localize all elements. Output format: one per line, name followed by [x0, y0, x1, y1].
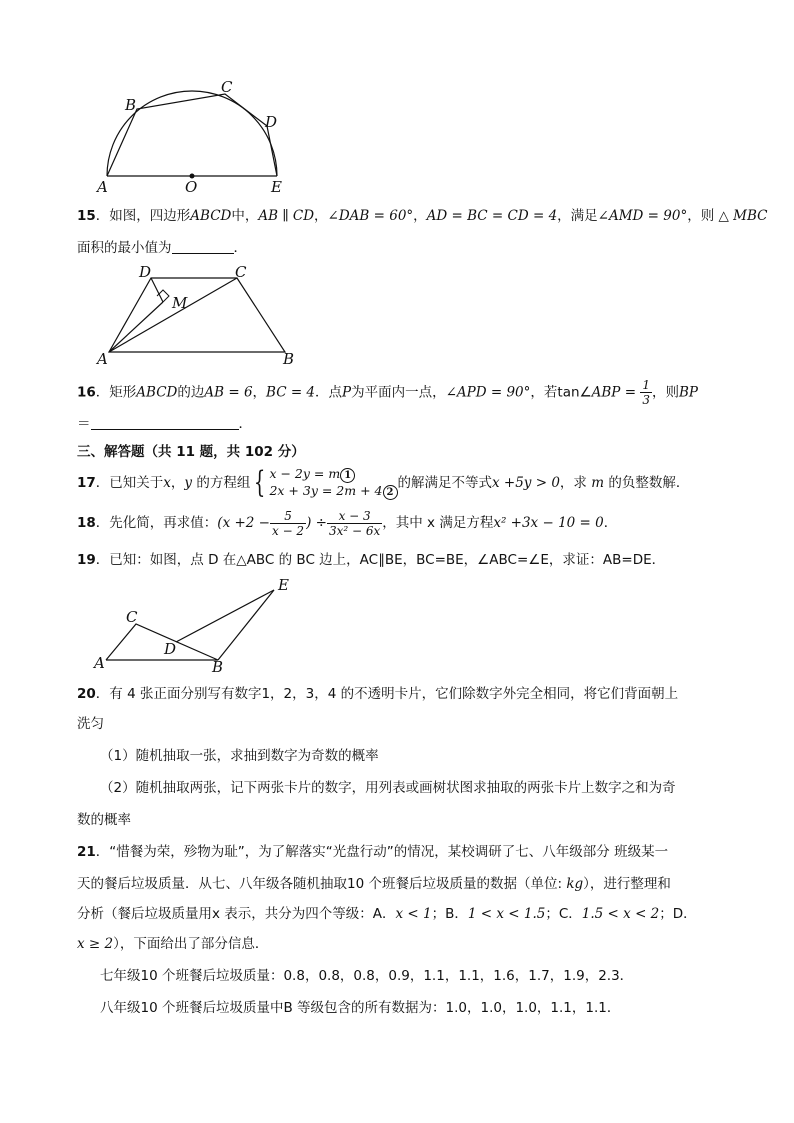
q18-number: 18 — [77, 515, 96, 531]
q18-line: 18．先化简，再求值：(x +2 − $\frac{5}{x - 2}$ ) ÷ $\frac{x - 3}{\text{3x² − 6x}}$ ，其中 x 满足方程x² +3x − 10 = 0． — [77, 508, 618, 538]
label-d: D — [164, 640, 177, 658]
label-m: M — [172, 294, 188, 312]
triangle-abc — [106, 624, 218, 660]
label-c: C — [235, 263, 247, 281]
label-o: O — [185, 178, 198, 196]
q17-line: 17．已知关于x，y 的方程组 { x − 2y = m 1 2x + 3y = 2m + 4 2 的解满足不等式x +5y > 0，求 m 的负整数解． — [77, 465, 690, 500]
q20-sub2a: （2）随机抽取两张，记下两张卡片的数字，用列表或画树状图求抽取的两张卡片上数字之和为奇 — [100, 780, 676, 796]
q20-sub1: （1）随机抽取一张，求抽到数字为奇数的概率 — [100, 748, 379, 764]
equation-system: x − 2y = m 1 2x + 3y = 2m + 4 2 — [269, 466, 397, 500]
label-d: D — [139, 263, 152, 281]
segment-am — [109, 302, 163, 352]
label-e: E — [271, 178, 282, 196]
q21-line1: 21．“惜餐为荣，殄物为耻”，为了解落实“光盘行动”的情况，某校调研了七、八年级部分 班级某一 — [77, 844, 669, 860]
label-a: A — [97, 178, 108, 196]
label-b: B — [283, 350, 295, 368]
label-a: A — [94, 654, 105, 672]
segment-dm — [151, 278, 163, 302]
q19-line: 19．已知：如图，点 D 在△ABC 的 BC 边上，AC∥BE，BC=BE，∠ABC=∠E，求证：AB=DE． — [77, 552, 666, 568]
q21-line6: 八年级10 个班餐后垃圾质量中B 等级包含的所有数据为：1.0，1.0，1.0，1.1，1.1． — [100, 1000, 621, 1016]
label-a: A — [97, 350, 108, 368]
q20-line1: 20．有 4 张正面分别写有数字1，2，3，4 的不透明卡片，它们除数字外完全相同，将它们背面朝上 — [77, 686, 679, 702]
q21-line3: 分析（餐后垃圾质量用x 表示，共分为四个等级：A．x < 1；B．1 < x < 1.5；C．1.5 < x < 2；D． — [77, 906, 697, 922]
triangle-figure — [92, 576, 292, 676]
label-d: D — [265, 113, 278, 131]
q15-line1: 15．如图，四边形ABCD中，AB ∥ CD，∠DAB = 60°，AD = BC = CD = 4，满足∠AMD = 90°，则 △ MBC — [77, 208, 768, 224]
segment-be — [218, 590, 274, 660]
q15-line2: 面积的最小值为 ． — [77, 240, 247, 256]
q21-line4: x ≥ 2），下面给出了部分信息． — [77, 936, 269, 952]
q20-line2: 洗匀 — [77, 716, 104, 732]
q16-line1: 16．矩形ABCD的边AB = 6，BC = 4．点P为平面内一点，∠APD = 90°，若tan∠ABP = $\frac{1}{3}$ ，则BP — [77, 378, 698, 407]
trapezoid-abcd — [109, 278, 285, 352]
q16-line2: ＝ ． — [77, 416, 252, 432]
tag-circle-1: 1 — [340, 468, 355, 483]
label-c: C — [126, 608, 138, 626]
fraction-one-third: $\frac{1}{3}$ — [642, 378, 650, 407]
q21-line5: 七年级10 个班餐后垃圾质量：0.8，0.8，0.8，0.9，1.1，1.1，1.6，1.7，1.9，2.3． — [100, 968, 634, 984]
q20-number: 20 — [77, 686, 96, 702]
right-angle-mark — [157, 290, 169, 302]
q19-number: 19 — [77, 552, 96, 568]
segment-de — [176, 590, 274, 642]
q20-sub2b: 数的概率 — [77, 812, 131, 828]
label-c: C — [221, 78, 233, 96]
q21-line2: 天的餐后垃圾质量．从七、八年级各随机抽取10 个班餐后垃圾质量的数据（单位: kg），进行整理和 — [77, 876, 671, 892]
semicircle-figure — [95, 76, 295, 196]
diagonal-ac — [109, 278, 237, 352]
q16-answer-blank[interactable] — [91, 415, 239, 430]
system-brace: { — [254, 465, 266, 500]
fraction-1: $\frac{5}{x - 2}$ — [271, 508, 305, 538]
label-e: E — [278, 576, 289, 594]
label-b: B — [125, 96, 137, 114]
tag-circle-2: 2 — [383, 485, 398, 500]
label-b: B — [212, 658, 224, 676]
fraction-2: $\frac{x - 3}{\text{3x² − 6x}}$ — [328, 508, 381, 538]
trapezoid-figure — [95, 262, 305, 370]
q15-number: 15 — [77, 208, 96, 224]
q15-answer-blank[interactable] — [172, 239, 234, 254]
q16-number: 16 — [77, 384, 96, 401]
q21-number: 21 — [77, 844, 96, 860]
section-title: 三、解答题（共 11 题，共 102 分） — [77, 444, 305, 460]
q17-number: 17 — [77, 475, 96, 491]
